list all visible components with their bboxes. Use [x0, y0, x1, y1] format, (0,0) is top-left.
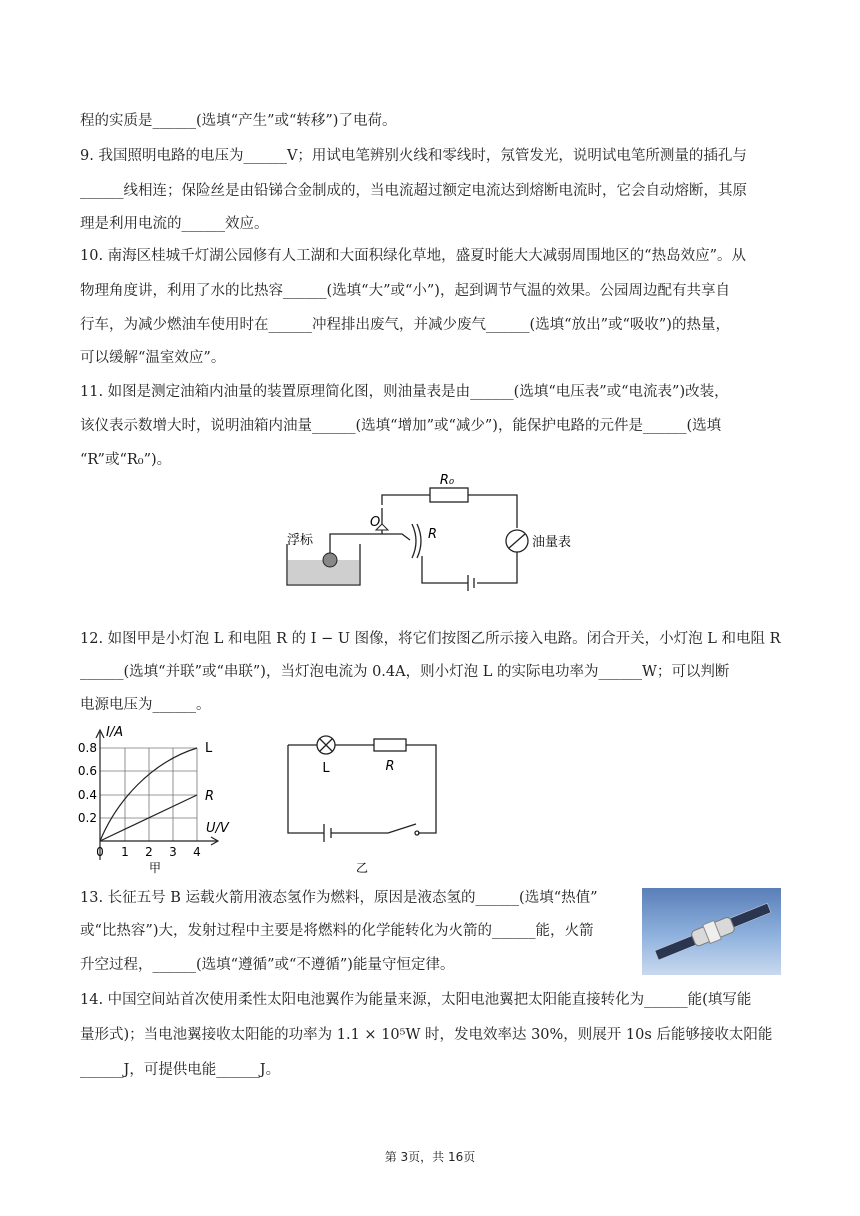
- x-tick-label: 1: [121, 845, 129, 859]
- text-line: 理是利用电流的______效应。: [80, 216, 269, 232]
- float-label: 浮标: [287, 533, 314, 548]
- rheostat-label: R: [428, 527, 438, 542]
- x-tick-label: 4: [193, 845, 201, 859]
- text-line: 量形式)；当电池翼接收太阳能的功率为 1.1 × 10⁵W 时，发电效率达 30%，则展开 10s 后能够接收太阳能: [80, 1027, 773, 1043]
- text-line: 行车，为减少燃油车使用时在______冲程排出废气，并减少废气______(选填“放出”或“吸收”)的热量，: [80, 317, 730, 333]
- x-tick-label: 0: [96, 845, 104, 859]
- text-line: 可以缓解“温室效应”。: [80, 350, 226, 366]
- text-line: 12. 如图甲是小灯泡 L 和电阻 R 的 I − U 图像，将它们按图乙所示接入电路。闭合开关，小灯泡 L 和电阻 R: [80, 631, 781, 647]
- iu-graph-figure: [72, 720, 232, 875]
- y-axis-label: I/A: [106, 725, 124, 740]
- y-tick-label: 0.4: [77, 788, 97, 802]
- x-axis-label: U/V: [206, 821, 229, 836]
- r0-label: R₀: [439, 473, 455, 488]
- pivot-label: O: [370, 515, 381, 530]
- series-circuit-figure: [280, 728, 445, 878]
- text-line: 物理角度讲，利用了水的比热容______(选填“大”或“小”)，起到调节气温的效果。公园周边配有共享自: [80, 283, 730, 299]
- text-line: 电源电压为______。: [80, 697, 211, 713]
- text-line: 10. 南海区桂城千灯湖公园修有人工湖和大面积绿化草地，盛夏时能大大减弱周围地区的“热岛效应”。从: [80, 248, 746, 264]
- text-line: 11. 如图是测定油箱内油量的装置原理简化图，则油量表是由______(选填“电压表”或“电流表”)改装，: [80, 384, 729, 400]
- text-line: 程的实质是______(选填“产生”或“转移”)了电荷。: [80, 113, 397, 129]
- text-line: ______线相连；保险丝是由铅锑合金制成的，当电流超过额定电流达到熔断电流时，它会自动熔断，其原: [80, 183, 747, 199]
- text-line: 或“比热容”)大，发射过程中主要是将燃料的化学能转化为火箭的______能，火箭: [80, 923, 594, 939]
- meter-label: 油量表: [532, 535, 572, 550]
- figure-caption: 乙: [355, 861, 369, 875]
- y-tick-label: 0.8: [77, 741, 97, 755]
- float-ball: [323, 553, 337, 567]
- figure-caption: 甲: [148, 861, 162, 875]
- oil-gauge-circuit-figure: [282, 468, 592, 598]
- text-line: ______(选填“并联”或“串联”)，当灯泡电流为 0.4A，则小灯泡 L 的实际电功率为______W；可以判断: [80, 664, 730, 680]
- page-footer: 第 3页，共 16页: [384, 1150, 476, 1164]
- curve-l-label: L: [205, 741, 213, 756]
- text-line: 升空过程，______(选填“遵循”或“不遵循”)能量守恒定律。: [80, 957, 455, 973]
- text-line: 14. 中国空间站首次使用柔性太阳电池翼作为能量来源，太阳电池翼把太阳能直接转化为______能(填写能: [80, 992, 752, 1008]
- y-tick-label: 0.6: [77, 764, 97, 778]
- resistor-label: R: [385, 759, 395, 774]
- y-tick-label: 0.2: [77, 811, 97, 825]
- text-line: ______J，可提供电能______J。: [80, 1062, 281, 1078]
- line-r-label: R: [205, 789, 215, 804]
- text-line: “R”或“R₀”)。: [80, 452, 172, 468]
- space-station-image: [642, 888, 781, 975]
- text-line: 9. 我国照明电路的电压为______V；用试电笔辨别火线和零线时，氖管发光，说明试电笔所测量的插孔与: [80, 148, 747, 164]
- x-tick-label: 3: [169, 845, 177, 859]
- text-line: 13. 长征五号 B 运载火箭用液态氢作为燃料，原因是液态氢的______(选填“热值”: [80, 890, 598, 906]
- lamp-label: L: [322, 761, 330, 776]
- x-tick-label: 2: [145, 845, 153, 859]
- text-line: 该仪表示数增大时，说明油箱内油量______(选填“增加”或“减少”)，能保护电路的元件是______(选填: [80, 418, 722, 434]
